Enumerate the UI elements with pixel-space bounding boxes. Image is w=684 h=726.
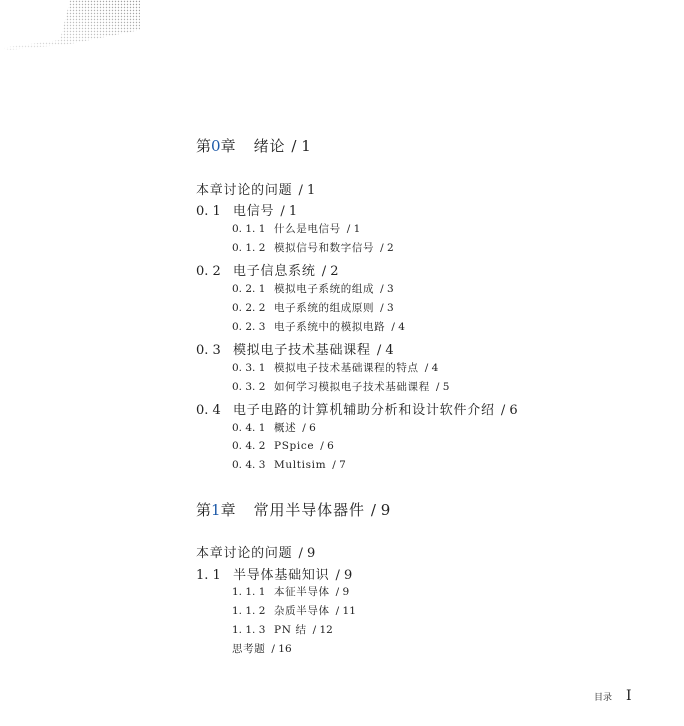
subsection-number: 1. 1. 2 [232,605,266,617]
section-title: 模拟电子技术基础课程 [233,343,371,358]
section-number: 0. 2 [196,264,221,279]
toc-subsection-1-1-1[interactable] [232,584,349,599]
toc-subsection-0-2-1[interactable] [232,281,394,296]
section-number: 0. 3 [196,343,221,358]
page-ref: / 6 [320,440,334,452]
section-title: 电子信息系统 [233,264,316,279]
subsection-title: 概述 [274,422,297,434]
chapter-number: 第1章 [196,501,236,519]
page-ref: / 9 [370,501,391,519]
page-ref: / 4 [376,343,394,358]
footer-label: 目录 [594,693,613,703]
entry-title: 本章讨论的问题 [196,183,293,198]
section-title: 电子电路的计算机辅助分析和设计软件介绍 [233,403,495,418]
toc-subsection-0-4-3[interactable] [232,459,346,471]
subsection-title: 电子系统中的模拟电路 [274,321,386,333]
page-ref: / 6 [302,422,316,434]
toc-section-1-1[interactable] [196,564,352,583]
page-ref: / 5 [435,381,450,393]
page-ref: / 6 [500,403,518,418]
subsection-number: 0. 4. 1 [232,422,266,434]
section-number: 0. 4 [196,403,221,418]
subsection-number: 0. 3. 1 [232,362,266,374]
page-ref: / 4 [391,321,405,333]
chapter-title: 常用半导体器件 [253,501,365,519]
toc-entry-ch1-intro[interactable] [196,542,315,561]
toc-entry-1-1-questions[interactable] [232,641,292,656]
page-ref: / 2 [321,264,339,279]
section-number: 0. 1 [196,204,221,219]
subsection-title: 什么是电信号 [274,223,341,235]
entry-title: 思考题 [232,643,266,655]
subsection-title: 电子系统的组成原则 [274,302,375,314]
subsection-number: 0. 3. 2 [232,381,266,393]
subsection-title: 如何学习模拟电子技术基础课程 [274,381,430,393]
toc-chapter-0[interactable] [196,135,311,156]
toc-subsection-0-1-2[interactable] [232,240,394,255]
subsection-number: 0. 2. 1 [232,283,266,295]
subsection-number: 1. 1. 1 [232,586,266,598]
section-title: 半导体基础知识 [233,568,330,583]
page-ref: / 16 [271,643,292,655]
subsection-number: 0. 4. 3 [232,459,266,471]
subsection-title: 本征半导体 [274,586,330,598]
toc-section-0-3[interactable] [196,339,394,358]
toc-subsection-0-4-2[interactable] [232,440,334,452]
chapter-title: 绪论 [253,137,286,155]
subsection-title: Multisim [274,459,327,471]
page-ref: / 3 [380,302,394,314]
section-number: 1. 1 [196,568,221,583]
toc-subsection-0-4-1[interactable] [232,420,316,435]
toc-subsection-1-1-3[interactable] [232,622,333,637]
page-number: I [626,688,632,704]
page-ref: / 1 [346,223,361,235]
subsection-title: 杂质半导体 [274,605,330,617]
page-ref: / 9 [298,546,316,561]
subsection-title: PSpice [274,440,315,452]
toc-subsection-0-2-3[interactable] [232,319,405,334]
page-ref: / 1 [291,137,311,155]
toc-subsection-0-1-1[interactable] [232,221,360,236]
page-ref: / 9 [335,568,353,583]
page-ref: / 7 [332,459,346,471]
halftone-decoration [0,0,140,60]
toc-section-0-4[interactable] [196,399,518,418]
toc-subsection-0-3-1[interactable] [232,360,438,375]
toc-subsection-1-1-2[interactable] [232,603,356,618]
subsection-number: 0. 4. 2 [232,440,266,452]
subsection-number: 0. 1. 1 [232,223,266,235]
toc-chapter-1[interactable] [196,499,390,520]
page-ref: / 4 [424,362,439,374]
page-ref: / 3 [380,283,394,295]
subsection-number: 0. 2. 3 [232,321,266,333]
page-ref: / 12 [312,624,333,636]
entry-title: 本章讨论的问题 [196,546,293,561]
page-ref: / 11 [335,605,356,617]
page-ref: / 2 [380,242,394,254]
subsection-number: 1. 1. 3 [232,624,266,636]
subsection-number: 0. 1. 2 [232,242,266,254]
subsection-title: 模拟电子技术基础课程的特点 [274,362,419,374]
page-ref: / 1 [298,183,316,198]
subsection-title: 模拟信号和数字信号 [274,242,375,254]
subsection-title: 模拟电子系统的组成 [274,283,375,295]
page-ref: / 9 [335,586,350,598]
page-ref: / 1 [280,204,298,219]
chapter-number: 第0章 [196,137,236,155]
toc-subsection-0-3-2[interactable] [232,379,449,394]
subsection-number: 0. 2. 2 [232,302,266,314]
toc-section-0-1[interactable] [196,200,297,219]
toc-subsection-0-2-2[interactable] [232,300,394,315]
toc-entry-ch0-intro[interactable] [196,179,315,198]
section-title: 电信号 [233,204,275,219]
subsection-title: PN 结 [274,624,307,636]
page-footer [594,688,632,704]
toc-section-0-2[interactable] [196,260,338,279]
